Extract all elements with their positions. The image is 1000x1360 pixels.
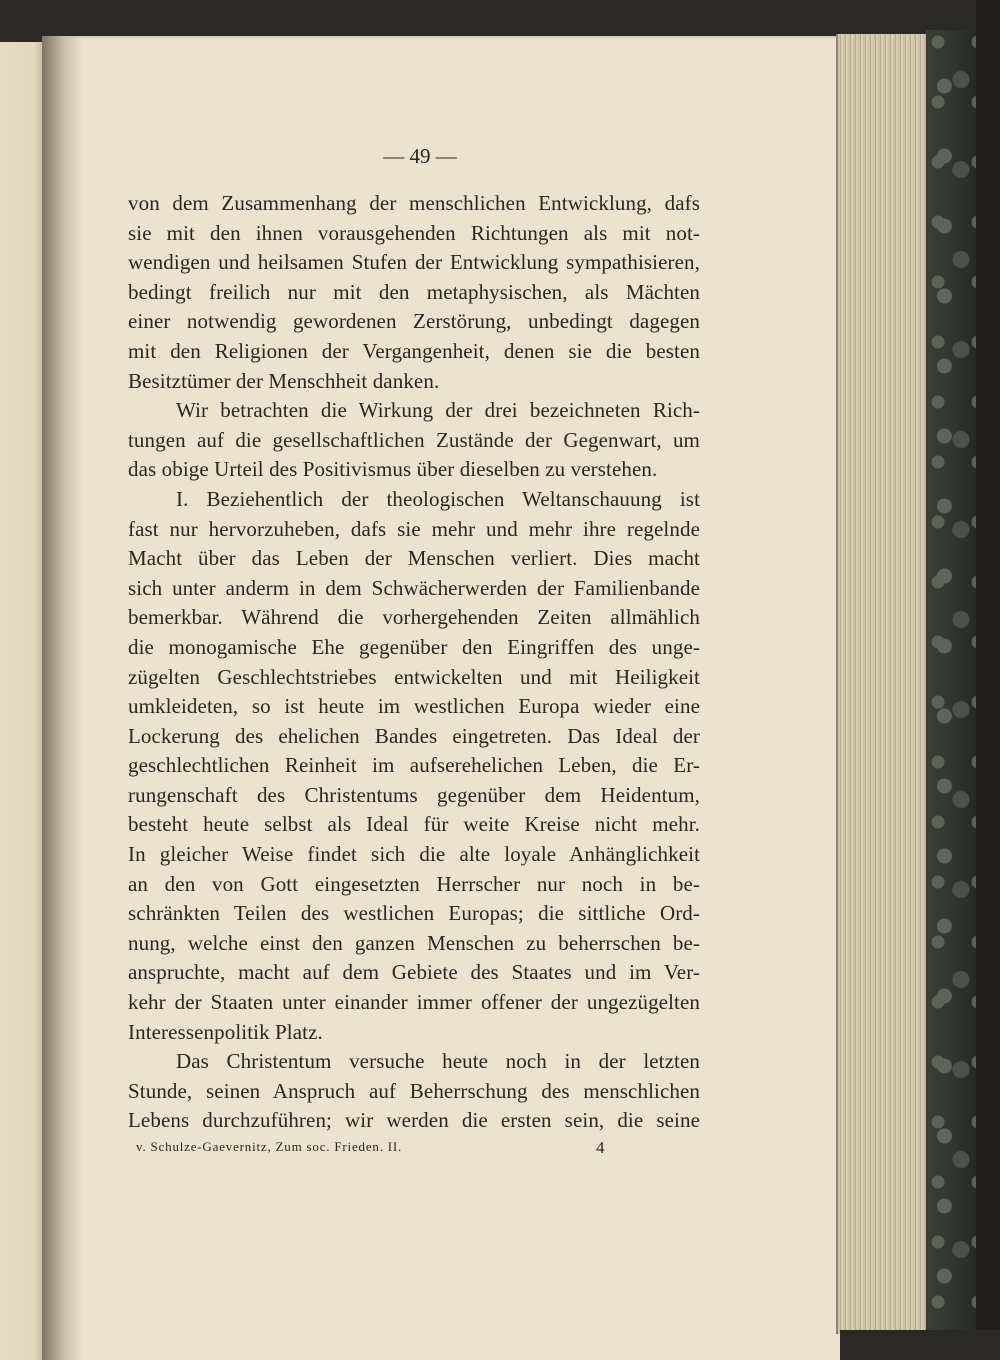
paragraph bbox=[128, 189, 700, 396]
text-line: Stunde, seinen Anspruch auf Beherrschung des menschlichen bbox=[128, 1078, 700, 1103]
text-line: besteht heute selbst als Ideal für weite Kreise nicht mehr. bbox=[128, 812, 700, 837]
text-line: bemerkbar. Während die vorhergehenden Zeiten allmählich bbox=[128, 605, 700, 630]
text-line: das obige Urteil des Positivismus über dieselben zu verstehen. bbox=[128, 457, 658, 482]
page-number: — 49 — bbox=[383, 144, 457, 168]
text-line: bedingt freilich nur mit den metaphysischen, als Mächten bbox=[128, 279, 700, 304]
text-line: Macht über das Leben der Menschen verliert. Dies macht bbox=[128, 546, 700, 571]
text-line: schränkten Teilen des westlichen Europas; die sittliche Ord- bbox=[128, 901, 700, 926]
scan-background-bottom bbox=[840, 1330, 1000, 1360]
text-line: sich unter anderm in dem Schwächerwerden der Familienbande bbox=[128, 575, 700, 600]
text-line: rungenschaft des Christentums gegenüber dem Heidentum, bbox=[128, 782, 700, 807]
paragraph bbox=[128, 485, 700, 1047]
text-line: tungen auf die gesellschaftlichen Zustände der Gegenwart, um bbox=[128, 427, 700, 452]
scan-background-right bbox=[976, 0, 1000, 1360]
paragraph bbox=[128, 1047, 700, 1136]
text-line: Besitztümer der Menschheit danken. bbox=[128, 368, 440, 393]
printer-signature: v. Schulze-Gaevernitz, Zum soc. Frieden. II. bbox=[136, 1139, 403, 1154]
facing-page-edge bbox=[0, 42, 48, 1360]
scan-background-top bbox=[0, 0, 1000, 36]
text-line: I. Beziehentlich der theologischen Weltanschauung ist bbox=[176, 486, 700, 511]
text-line: nung, welche einst den ganzen Menschen zu beherrschen be- bbox=[128, 930, 700, 955]
page-gutter bbox=[42, 36, 82, 1360]
text-line: die monogamische Ehe gegenüber den Eingriffen des unge- bbox=[128, 634, 700, 659]
text-line: fast nur hervorzuheben, dafs sie mehr und mehr ihre regelnde bbox=[128, 516, 700, 541]
text-line: mit den Religionen der Vergangenheit, denen sie die besten bbox=[128, 338, 700, 363]
text-line: Interessenpolitik Platz. bbox=[128, 1019, 323, 1044]
text-line: geschlechtlichen Reinheit im aufserehelichen Leben, die Er- bbox=[128, 753, 700, 778]
sheet-number: 4 bbox=[596, 1138, 605, 1157]
text-line: wendigen und heilsamen Stufen der Entwicklung sympathisieren, bbox=[128, 250, 700, 275]
text-line: kehr der Staaten unter einander immer offener der ungezügelten bbox=[128, 990, 700, 1015]
body-text bbox=[128, 189, 700, 1136]
text-line: anspruchte, macht auf dem Gebiete des Staates und im Ver- bbox=[128, 960, 700, 985]
text-line: einer notwendig gewordenen Zerstörung, unbedingt dagegen bbox=[128, 309, 700, 334]
page-edges-stack bbox=[836, 34, 934, 1334]
paragraph bbox=[128, 396, 700, 485]
text-line: sie mit den ihnen vorausgehenden Richtungen als mit not- bbox=[128, 220, 700, 245]
text-line: Lockerung des ehelichen Bandes eingetreten. Das Ideal der bbox=[128, 723, 700, 748]
book-cover-marbled bbox=[926, 30, 976, 1348]
text-line: In gleicher Weise findet sich die alte loyale Anhänglichkeit bbox=[128, 842, 700, 867]
text-line: an den von Gott eingesetzten Herrscher nur noch in be- bbox=[128, 871, 700, 896]
text-line: Wir betrachten die Wirkung der drei bezeichneten Rich- bbox=[176, 398, 700, 423]
text-line: zügelten Geschlechtstriebes entwickelten und mit Heiligkeit bbox=[128, 664, 700, 689]
text-line: Das Christentum versuche heute noch in der letzten bbox=[176, 1049, 700, 1074]
text-line: umkleideten, so ist heute im westlichen Europa wieder eine bbox=[128, 694, 700, 719]
text-line: Lebens durchzuführen; wir werden die ersten sein, die seine bbox=[128, 1108, 700, 1133]
text-line: von dem Zusammenhang der menschlichen Entwicklung, dafs bbox=[128, 191, 700, 215]
